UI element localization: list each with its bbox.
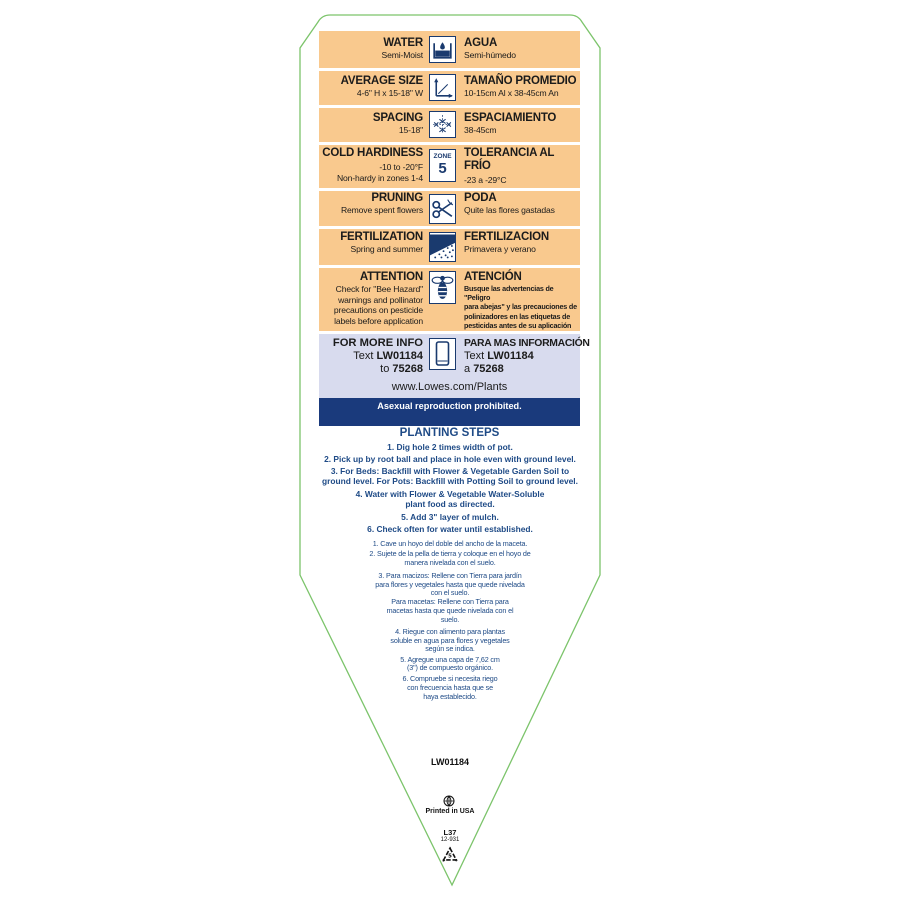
planting-step-es: para flores y vegetales hasta que quede nivelada xyxy=(375,580,525,589)
planting-step-en: 6. Check often for water until established. xyxy=(367,524,533,534)
planting-step-es: 2. Sujete de la pella de tierra y coloque en el hoyo de xyxy=(369,549,531,558)
size-title-es: TAMAÑO PROMEDIO xyxy=(464,75,577,87)
care-row-spacing xyxy=(319,108,580,142)
planting-step-es: 4. Riegue con alimento para plantas xyxy=(395,627,505,636)
text-line-es: Text LW01184 xyxy=(464,350,534,362)
cold-title-en: COLD HARDINESS xyxy=(322,147,423,159)
planting-step-es: 6. Compruebe si necesita riego xyxy=(402,674,498,683)
planting-step-es: 1. Cave un hoyo del doble del ancho de la maceta. xyxy=(372,539,528,548)
planting-step-es: (3") de compuesto orgánico. xyxy=(407,663,493,672)
pruning-shears-icon xyxy=(429,194,456,224)
zone-label: ZONE xyxy=(433,153,452,160)
cold-range-en: -10 to -20°F xyxy=(379,162,423,172)
planting-step-en: 1. Dig hole 2 times width of pot. xyxy=(387,442,513,452)
cold-range-es: -23 a -29°C xyxy=(464,175,507,185)
more-info-title-en: FOR MORE INFO xyxy=(332,337,423,349)
size-arrows-icon xyxy=(429,74,456,101)
planting-step-en: 2. Pick up by root ball and place in hole even with ground level. xyxy=(324,454,576,464)
attention-title-es: ATENCIÓN xyxy=(464,271,522,283)
care-row-fertilization xyxy=(319,229,580,265)
more-info-title-es: PARA MAS INFORMACIÓN xyxy=(464,338,590,349)
product-code: LW01184 xyxy=(430,757,470,767)
more-info-panel xyxy=(319,334,590,398)
size-title-en: AVERAGE SIZE xyxy=(340,75,423,87)
asexual-reproduction-banner: Asexual reproduction prohibited. xyxy=(319,398,580,426)
spacing-value-es: 38-45cm xyxy=(464,125,497,135)
fert-title-es: FERTILIZACION xyxy=(464,231,549,243)
care-row-pruning xyxy=(319,191,580,226)
globe-icon xyxy=(443,795,455,807)
planting-step-es: con el suelo. xyxy=(430,588,470,597)
planting-step-en: ground level. For Pots: Backfill with Potting Soil to ground level. xyxy=(322,476,578,486)
care-row-attention xyxy=(319,268,580,331)
attention-line-en: labels before application xyxy=(334,315,423,326)
attention-title-en: ATTENTION xyxy=(359,271,423,283)
planting-step-en: 3. For Beds: Backfill with Flower & Vegetable Garden Soil to xyxy=(330,466,570,476)
care-row-water xyxy=(319,31,580,68)
to-line-es: a 75268 xyxy=(464,363,504,375)
cold-note-en: Non-hardy in zones 1-4 xyxy=(336,172,423,183)
pruning-title-en: PRUNING xyxy=(371,192,423,204)
planting-step-es: con frecuencia hasta que se xyxy=(407,683,493,692)
care-row-cold-hardiness xyxy=(319,145,580,188)
planting-step-es: suelo. xyxy=(440,615,460,624)
water-title-en: WATER xyxy=(383,37,423,49)
bee-icon xyxy=(429,271,456,304)
attention-line-es: para abejas" y las precauciones de xyxy=(464,302,577,312)
website-link[interactable]: www.Lowes.com/Plants xyxy=(391,381,508,393)
water-title-es: AGUA xyxy=(464,37,498,49)
attention-line-en: warnings and pollinator xyxy=(338,294,423,305)
fert-value-en: Spring and summer xyxy=(350,244,423,254)
spacing-title-en: SPACING xyxy=(372,112,423,124)
spacing-value-en: 15-18" xyxy=(398,125,423,135)
planting-step-en: 5. Add 3" layer of mulch. xyxy=(401,512,499,522)
planting-step-es: haya establecido. xyxy=(423,692,477,701)
printed-in-usa: Printed in USA xyxy=(425,808,475,815)
fertilizer-icon xyxy=(429,232,456,262)
attention-line-es: polinizadores en las etiquetas de xyxy=(464,311,571,321)
water-value-es: Semi-húmedo xyxy=(464,50,516,60)
planting-step-es: según se indica. xyxy=(425,644,475,653)
text-line-en: Text LW01184 xyxy=(353,350,423,362)
phone-icon xyxy=(429,338,456,370)
to-line-en: to 75268 xyxy=(380,363,423,375)
planting-step-es: macetas hasta que quede nivelada con el xyxy=(386,606,514,615)
svg-text:5: 5 xyxy=(448,853,452,860)
pruning-value-en: Remove spent flowers xyxy=(340,205,423,215)
water-level-icon xyxy=(429,36,456,63)
cold-title-es: TOLERANCIA AL FRÍO xyxy=(464,147,555,172)
pruning-value-es: Quite las flores gastadas xyxy=(464,205,555,215)
planting-step-es: 5. Agregue una capa de 7,62 cm xyxy=(400,655,500,664)
planting-step-es: Para macetas: Rellene con Tierra para xyxy=(391,597,509,606)
lot-code: L37 xyxy=(443,828,457,837)
spacing-title-es: ESPACIAMIENTO xyxy=(464,112,557,124)
attention-line-en: precautions on pesticide xyxy=(333,305,423,315)
fert-title-en: FERTILIZATION xyxy=(340,231,423,243)
planting-step-en: plant food as directed. xyxy=(405,499,495,509)
size-value-en: 4-6" H x 15-18" W xyxy=(356,88,423,98)
lot-subcode: 12-931 xyxy=(440,837,460,843)
planting-step-es: 3. Para macizos: Rellene con Tierra para jardín xyxy=(378,571,522,580)
size-value-es: 10-15cm Al x 38-45cm An xyxy=(464,88,559,98)
attention-line-en: Check for "Bee Hazard" xyxy=(335,284,423,294)
zone-number: 5 xyxy=(438,160,447,177)
attention-line-es: Busque las advertencias de "Peligro xyxy=(464,284,554,303)
attention-line-es: pesticidas antes de su aplicación xyxy=(464,320,572,330)
spacing-icon xyxy=(429,111,456,138)
water-value-en: Semi-Moist xyxy=(381,50,423,60)
fert-value-es: Primavera y verano xyxy=(464,244,536,254)
planting-steps-title: PLANTING STEPS xyxy=(399,427,500,439)
pruning-title-es: PODA xyxy=(464,192,497,204)
recycle-icon xyxy=(441,846,459,863)
planting-step-es: manera nivelada con el suelo. xyxy=(404,558,496,567)
zone-icon xyxy=(429,149,456,182)
planting-step-en: 4. Water with Flower & Vegetable Water-Soluble xyxy=(355,489,545,499)
care-row-size xyxy=(319,71,580,105)
planting-step-es: soluble en agua para flores y vegetales xyxy=(390,636,510,645)
